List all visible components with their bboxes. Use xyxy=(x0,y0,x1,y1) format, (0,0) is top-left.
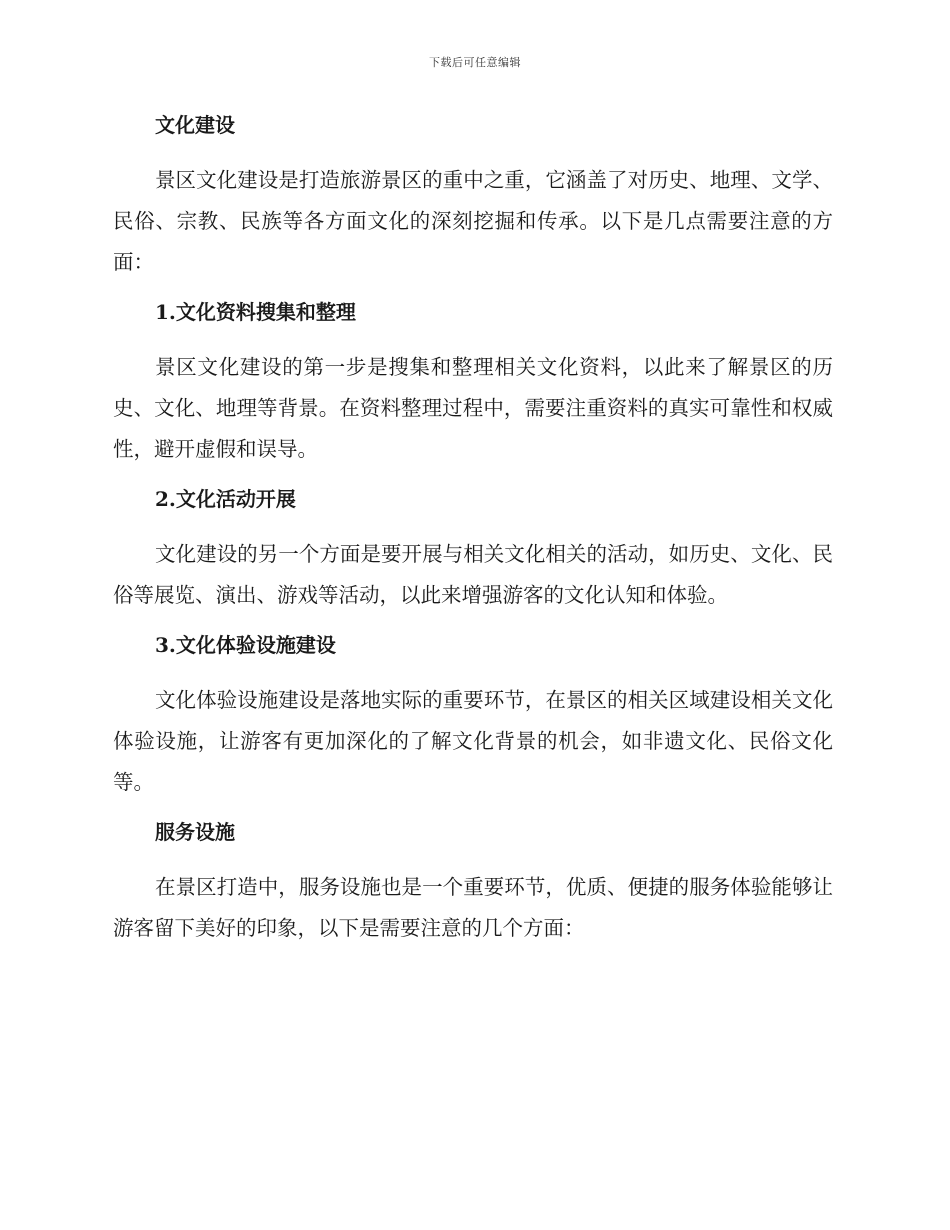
paragraph: 文化体验设施建设是落地实际的重要环节，在景区的相关区域建设相关文化体验设施，让游客有更加深化的了解文化背景的机会，如非遗文化、民俗文化等。 xyxy=(113,688,833,794)
section-heading: 服务设施 xyxy=(155,820,235,844)
subsection-heading: 2.文化活动开展 xyxy=(155,487,296,511)
paragraph: 景区文化建设的第一步是搜集和整理相关文化资料，以此来了解景区的历史、文化、地理等背景。在资料整理过程中，需要注重资料的真实可靠性和权威性，避开虚假和误导。 xyxy=(113,355,833,461)
subsection-heading: 1.文化资料搜集和整理 xyxy=(155,300,356,324)
section-heading: 文化建设 xyxy=(155,113,235,137)
paragraph: 景区文化建设是打造旅游景区的重中之重，它涵盖了对历史、地理、文学、民俗、宗教、民族等各方面文化的深刻挖掘和传承。以下是几点需要注意的方面： xyxy=(113,168,833,274)
subsection-heading: 3.文化体验设施建设 xyxy=(155,633,336,657)
paragraph: 在景区打造中，服务设施也是一个重要环节，优质、便捷的服务体验能够让游客留下美好的印象，以下是需要注意的几个方面： xyxy=(113,875,833,940)
paragraph: 文化建设的另一个方面是要开展与相关文化相关的活动，如历史、文化、民俗等展览、演出、游戏等活动，以此来增强游客的文化认知和体验。 xyxy=(113,542,833,607)
document-body xyxy=(113,110,833,963)
page-header: 下载后可任意编辑 xyxy=(429,56,521,69)
